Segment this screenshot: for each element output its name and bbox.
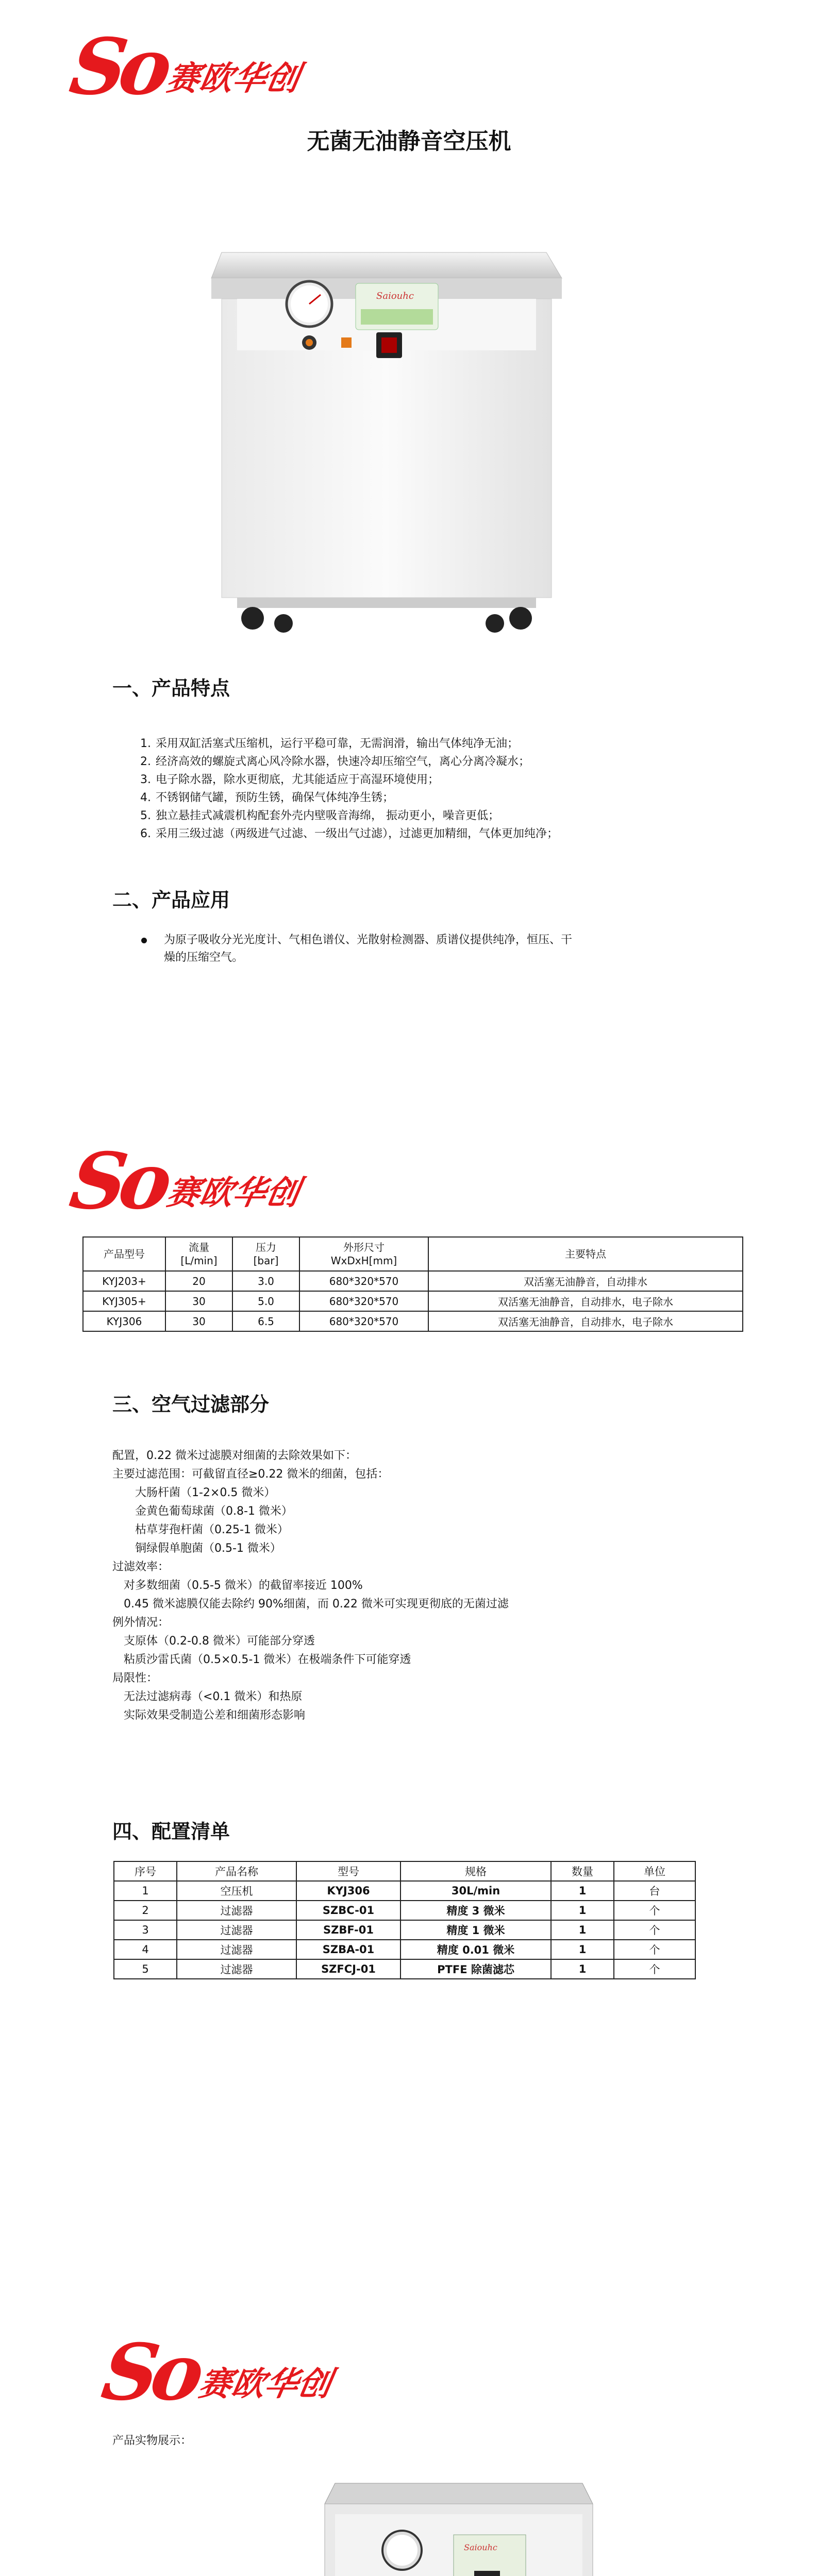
bullet-icon (141, 938, 147, 943)
feature-item: 2. 经济高效的螺旋式离心风冷除水器，快速冷却压缩空气，离心分离冷凝水； (140, 755, 530, 768)
brand-logo: So 赛欧华创 (64, 1136, 303, 1227)
table-row: KYJ305+ 30 5.0 680*320*570 双活塞无油静音，自动排水，电子除水 (83, 1291, 743, 1311)
feature-item: 1. 采用双缸活塞式压缩机，运行平稳可靠，无需润滑，输出气体纯净无油； (140, 737, 519, 750)
filtration-text: 配置，0.22 微米过滤膜对细菌的去除效果如下： 主要过滤范围：可截留直径≥0.22 微米的细菌，包括： 大肠杆菌（1-2×0.5 微米） 金黄色葡萄球菌（0.8-1 微米） 枯草芽孢杆菌（0.25-1 微米） 铜绿假单胞菌（0.5-1 微米） 过滤效率： 对多数细菌（0.5-5 微米）的截留率接近 100% 0.45 微米滤膜仅能去除约 90%细菌，而 0.22 微米可实现更彻底的无菌过滤 例外情况： 支原体（0.2-0.8 微米）可能部分穿透 粘质沙雷氏菌（0.5×0.5-1 微米）在极端条件下可能穿透 局限性： 无法过滤病毒（<0.1 微米）和热原 实际效果受制造公差和细菌形态影响 (112, 1449, 509, 1722)
svg-text:Saiouhc: Saiouhc (464, 2543, 497, 2552)
spec-header: 压力 [bar] (232, 1237, 299, 1271)
spec-header: 外形尺寸 WxDxH[mm] (299, 1237, 428, 1271)
spec-header: 产品型号 (83, 1237, 165, 1271)
application-heading: 二、产品应用 (112, 889, 230, 911)
config-table (113, 1861, 696, 1979)
feature-item: 3. 电子除水器，除水更彻底，尤其能适应于高湿环境使用； (140, 773, 440, 786)
table-row: 2 过滤器 SZBC-01 精度 3 微米 1 个 (114, 1901, 695, 1920)
features-heading: 一、产品特点 (112, 677, 230, 700)
features-list (140, 735, 558, 843)
spec-header: 主要特点 (428, 1237, 743, 1271)
application-text: 为原子吸收分光光度计、气相色谱仪、光散射检测器、质谱仪提供纯净，恒压、干 燥的压缩空气。 (164, 931, 700, 967)
panel-brand: Saiouhc (376, 291, 414, 301)
spec-table (82, 1236, 743, 1332)
table-row: 4 过滤器 SZBA-01 精度 0.01 微米 1 个 (114, 1940, 695, 1959)
brand-logo: So 赛欧华创 (96, 2327, 335, 2418)
feature-item: 4. 不锈钢储气罐，预防生锈，确保气体纯净生锈； (140, 791, 394, 804)
table-row: KYJ306 30 6.5 680*320*570 双活塞无油静音，自动排水，电子除水 (83, 1311, 743, 1331)
logo-name: 赛欧华创 (163, 60, 303, 98)
logo-mark: So (64, 22, 171, 112)
feature-item: 5. 独立悬挂式减震机构配套外壳内壁吸音海绵， 振动更小，噪音更低； (140, 809, 499, 822)
filtration-heading: 三、空气过滤部分 (112, 1393, 270, 1416)
product-photo-front (320, 2468, 680, 2576)
spec-header-row (83, 1237, 743, 1271)
config-heading: 四、配置清单 (112, 1820, 230, 1843)
feature-item: 6. 采用三级过滤（两级进气过滤、一级出气过滤），过滤更加精细，气体更加纯净； (140, 827, 559, 840)
table-row: 1 空压机 KYJ306 30L/min 1 台 (114, 1881, 695, 1901)
brand-logo (64, 22, 303, 112)
config-header-row: 序号 产品名称 型号 规格 数量 单位 (114, 1861, 695, 1881)
table-row: 5 过滤器 SZFCJ-01 PTFE 除菌滤芯 1 个 (114, 1959, 695, 1979)
photos-caption: 产品实物展示： (112, 2434, 192, 2447)
document-title: 无菌无油静音空压机 (307, 128, 511, 155)
table-row: KYJ203+ 20 3.0 680*320*570 双活塞无油静音，自动排水 (83, 1271, 743, 1291)
spec-header: 流量 [L/min] (165, 1237, 232, 1271)
table-row: 3 过滤器 SZBF-01 精度 1 微米 1 个 (114, 1920, 695, 1940)
product-image-front (206, 227, 567, 649)
